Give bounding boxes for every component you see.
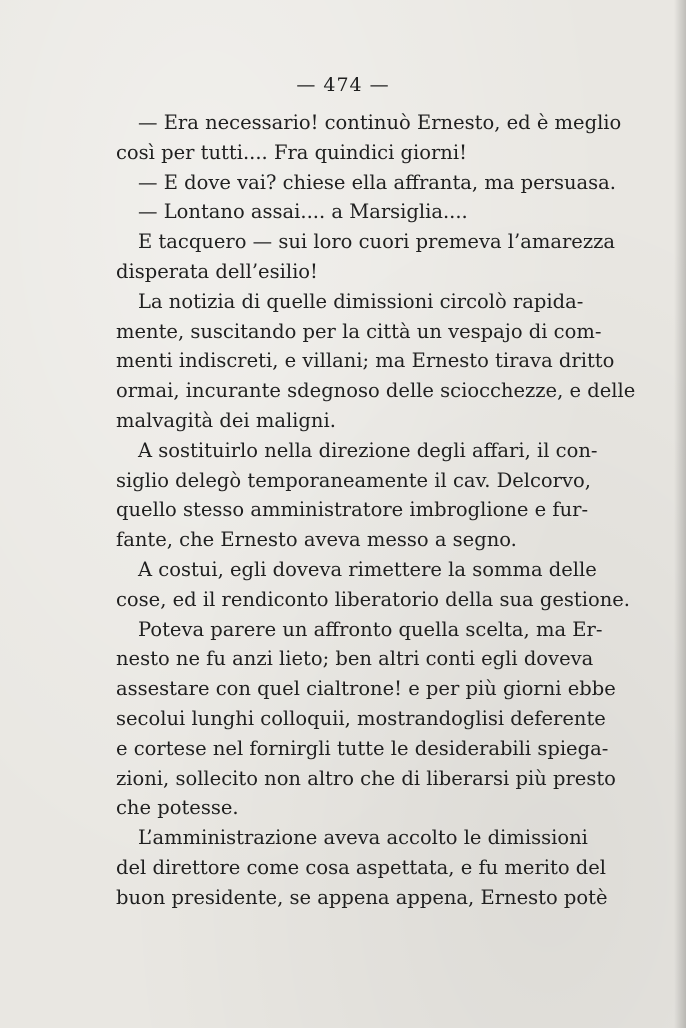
page-edge-shadow <box>674 0 686 1028</box>
text-line: che potesse. <box>116 796 239 820</box>
paragraph <box>116 436 598 555</box>
text-line: così per tutti.... Fra quindici giorni! <box>116 140 467 164</box>
paragraph <box>116 287 636 436</box>
text-line: menti indiscreti, e villani; ma Ernesto tirava dritto <box>116 349 615 373</box>
paragraph <box>116 615 616 824</box>
body-text <box>116 108 636 913</box>
text-line: cose, ed il rendiconto liberatorio della sua gestione. <box>116 587 630 611</box>
text-line: — E dove vai? chiese ella affranta, ma persuasa. <box>138 170 617 194</box>
paragraph <box>116 108 622 168</box>
text-line: del direttore come cosa aspettata, e fu merito del <box>116 855 607 879</box>
paragraph <box>116 227 615 287</box>
text-line: ormai, incurante sdegnoso delle sciocchezze, e delle <box>116 379 636 403</box>
text-line: disperata dell’esilio! <box>116 259 318 283</box>
text-line: Poteva parere un affronto quella scelta, ma Er- <box>138 617 603 641</box>
text-line: e cortese nel fornirgli tutte le desiderabili spiega- <box>116 736 609 760</box>
text-line: — Era necessario! continuò Ernesto, ed è meglio <box>138 111 622 134</box>
paragraph <box>116 823 608 912</box>
text-line: A sostituirlo nella direzione degli affari, il con- <box>138 438 598 462</box>
text-line: malvagità dei maligni. <box>116 408 336 432</box>
paragraph <box>116 555 630 615</box>
text-line: mente, suscitando per la città un vespajo di com- <box>116 319 602 343</box>
text-line: L’amministrazione aveva accolto le dimissioni <box>138 826 588 850</box>
text-line: assestare con quel cialtrone! e per più giorni ebbe <box>116 677 616 701</box>
text-line: zioni, sollecito non altro che di liberarsi più presto <box>116 766 616 790</box>
text-line: siglio delegò temporaneamente il cav. Delcorvo, <box>116 468 591 492</box>
text-line: buon presidente, se appena appena, Ernesto potè <box>116 885 608 909</box>
page-number: — 474 — <box>296 74 390 96</box>
text-line: secolui lunghi colloquii, mostrandoglisi deferente <box>116 706 606 730</box>
text-line: — Lontano assai.... a Marsiglia.... <box>138 200 468 224</box>
paragraph <box>116 197 568 227</box>
text-line: La notizia di quelle dimissioni circolò rapida- <box>138 289 584 313</box>
paragraph <box>116 168 617 198</box>
text-line: nesto ne fu anzi lieto; ben altri conti egli doveva <box>116 647 594 671</box>
text-line: A costui, egli doveva rimettere la somma delle <box>138 557 597 581</box>
text-line: E tacquero — sui loro cuori premeva l’amarezza <box>138 230 615 254</box>
text-line: quello stesso amministratore imbroglione e fur- <box>116 498 589 522</box>
text-line: fante, che Ernesto aveva messo a segno. <box>116 528 517 552</box>
